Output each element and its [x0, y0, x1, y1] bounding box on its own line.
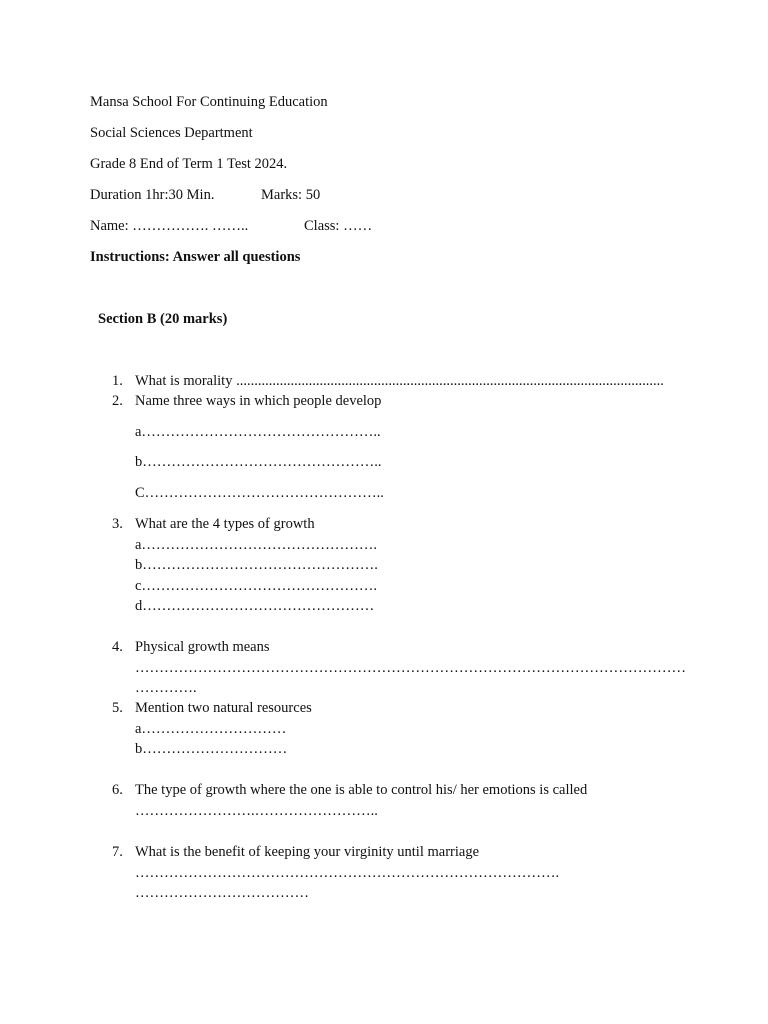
- section-title: Section B (20 marks): [98, 311, 228, 327]
- question-number: 4.: [112, 639, 123, 655]
- marks-text: Marks: 50: [261, 187, 321, 203]
- answer-line: C…………………………………………..: [135, 485, 384, 501]
- answer-line: …………………….……………………..: [135, 803, 378, 819]
- answer-line: b…………………………: [135, 741, 288, 757]
- class-field: Class: ……: [304, 218, 373, 234]
- question-text: Mention two natural resources: [135, 700, 312, 716]
- answer-line: …………………………………………………………………………….: [135, 865, 560, 881]
- answer-line: ………….: [135, 680, 197, 696]
- answer-line: a…………………………: [135, 721, 287, 737]
- school-name: Mansa School For Continuing Education: [90, 94, 328, 110]
- question-text: What is the benefit of keeping your virginity until marriage: [135, 844, 480, 860]
- question-text: Physical growth means: [135, 639, 270, 655]
- question-text: Name three ways in which people develop: [135, 393, 382, 409]
- question-number: 3.: [112, 516, 123, 532]
- answer-line: a………………………………………….: [135, 537, 378, 553]
- answer-line: ……………………………………………………………………………………………………: [135, 660, 686, 676]
- answer-line: d…………………………………………: [135, 598, 375, 614]
- question-text: What are the 4 types of growth: [135, 516, 315, 532]
- question-number: 2.: [112, 393, 123, 409]
- name-field: Name: ……………. ……..: [90, 218, 249, 234]
- answer-line: b………………………………………….: [135, 557, 378, 573]
- instructions-text: Instructions: Answer all questions: [90, 249, 301, 265]
- answer-line: ………………………………: [135, 885, 309, 901]
- question-number: 5.: [112, 700, 123, 716]
- answer-line: a…………………………………………..: [135, 424, 381, 440]
- question-text: What is morality ......................................................................................................................: [135, 373, 664, 389]
- department-name: Social Sciences Department: [90, 125, 253, 141]
- question-number: 6.: [112, 782, 123, 798]
- test-title: Grade 8 End of Term 1 Test 2024.: [90, 156, 288, 172]
- answer-line: c………………………………………….: [135, 578, 378, 594]
- duration-text: Duration 1hr:30 Min.: [90, 187, 215, 203]
- question-text: The type of growth where the one is able to control his/ her emotions is called: [135, 782, 588, 798]
- answer-line: b…………………………………………..: [135, 454, 382, 470]
- question-number: 1.: [112, 373, 123, 389]
- question-number: 7.: [112, 844, 123, 860]
